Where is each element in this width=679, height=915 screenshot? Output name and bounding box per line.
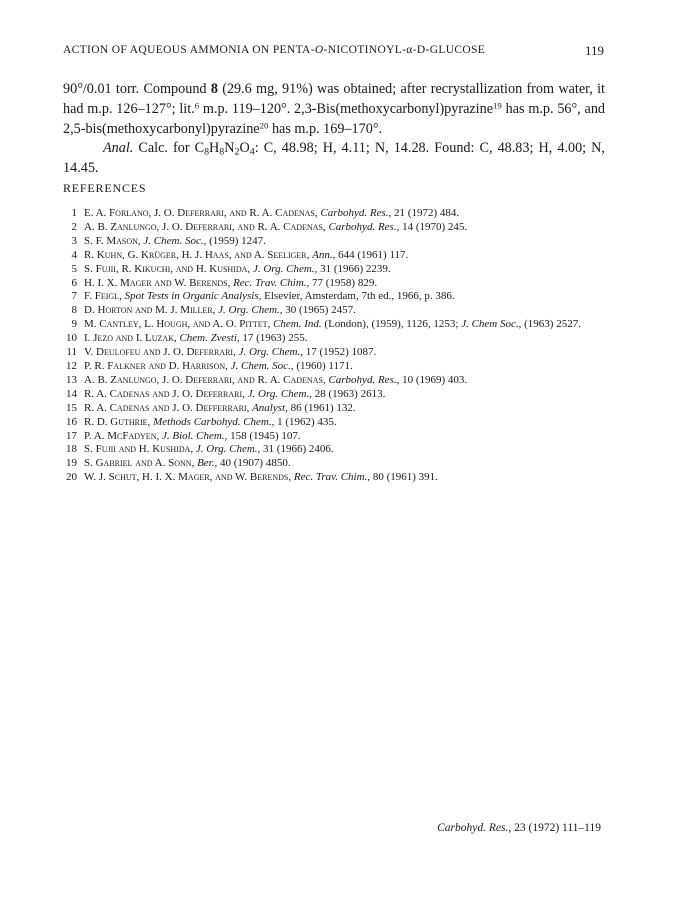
reference-authors: S. F. Mason, bbox=[84, 234, 141, 247]
reference-authors: I. Jezo and I. Luzak, bbox=[84, 332, 177, 345]
reference-authors: P. R. Falkner and D. Harrison, bbox=[84, 359, 228, 372]
reference-number: 18 bbox=[66, 443, 77, 456]
reference-item bbox=[63, 221, 608, 235]
reference-details: 31 (1966) 2406. bbox=[263, 443, 334, 456]
reference-authors: V. Deulofeu and J. O. Deferrari, bbox=[84, 346, 236, 359]
running-title-italic: O bbox=[314, 44, 324, 56]
reference-item bbox=[63, 235, 608, 249]
reference-item bbox=[63, 318, 608, 332]
reference-authors: W. J. Schut, H. I. X. Mager, and W. Berends, bbox=[84, 471, 292, 484]
page-number: 119 bbox=[584, 43, 604, 58]
reference-item bbox=[63, 332, 608, 346]
reference-number: 20 bbox=[66, 471, 77, 484]
reference-source: J. Chem. Soc., bbox=[230, 359, 294, 372]
journal-footer bbox=[437, 822, 601, 834]
reference-number: 5 bbox=[71, 262, 77, 275]
reference-source: Carbohyd. Res., bbox=[328, 373, 400, 386]
reference-item bbox=[63, 277, 608, 291]
reference-authors: M. Cantley, L. Hough, and A. O. Pittet, bbox=[84, 318, 271, 331]
footer-citation: 23 (1972) 111–119 bbox=[514, 822, 601, 834]
reference-item bbox=[63, 263, 608, 277]
reference-authors: S. Fujii, R. Kikuchi, and H. Kushida, bbox=[84, 262, 251, 275]
reference-number: 3 bbox=[71, 234, 77, 247]
reference-number: 8 bbox=[71, 304, 77, 317]
reference-authors: R. D. Guthrie, bbox=[84, 415, 151, 428]
reference-source: Ann., bbox=[312, 248, 336, 261]
reference-authors: F. Feigl, bbox=[84, 290, 122, 303]
reference-source: J. Chem Soc., bbox=[461, 318, 522, 331]
reference-details: 17 (1952) 1087. bbox=[305, 346, 377, 359]
reference-source: J. Org. Chem., bbox=[195, 443, 261, 456]
reference-source: J. Biol. Chem., bbox=[161, 429, 228, 442]
reference-number: 17 bbox=[66, 429, 77, 442]
reference-source: Chem. Ind. bbox=[273, 318, 322, 331]
reference-number: 12 bbox=[66, 359, 77, 372]
reference-details: 80 (1961) 391. bbox=[372, 471, 438, 484]
reference-item bbox=[63, 290, 608, 304]
reference-item bbox=[63, 207, 608, 221]
reference-details: 30 (1965) 2457. bbox=[285, 304, 356, 317]
reference-authors: R. Kuhn, G. Krüger, H. J. Haas, and A. Seeliger, bbox=[84, 248, 310, 261]
reference-item bbox=[63, 457, 608, 471]
running-title-part: ACTION OF AQUEOUS AMMONIA ON PENTA- bbox=[63, 44, 315, 56]
reference-source: Chem. Zvesti, bbox=[179, 332, 240, 345]
reference-source: Carbohyd. Res., bbox=[328, 220, 400, 233]
reference-source: Rec. Trav. Chim., bbox=[293, 471, 371, 484]
reference-source: Carbohyd. Res., bbox=[320, 207, 392, 219]
reference-details: Elsevier, Amsterdam, 7th ed., 1966, p. 386. bbox=[264, 290, 455, 303]
reference-number: 9 bbox=[71, 318, 77, 331]
reference-details: (1960) 1171. bbox=[296, 359, 353, 372]
reference-authors: S. Fujii and H. Kushida, bbox=[84, 443, 194, 456]
reference-details: 10 (1969) 403. bbox=[402, 373, 468, 386]
reference-source: Rec. Trav. Chim., bbox=[233, 276, 310, 289]
reference-authors: E. A. Forlano, J. O. Deferrari, and R. A. Cadenas, bbox=[84, 207, 318, 219]
reference-item bbox=[63, 388, 608, 402]
reference-number: 1 bbox=[71, 207, 77, 219]
reference-number: 6 bbox=[71, 276, 77, 289]
reference-number: 15 bbox=[66, 401, 77, 414]
reference-details: (1959) 1247. bbox=[209, 234, 266, 247]
reference-number: 19 bbox=[66, 457, 77, 470]
reference-item bbox=[63, 471, 608, 485]
reference-authors: A. B. Zanlungo, J. O. Deferrari, and R. A. Cadenas, bbox=[84, 373, 326, 386]
reference-number: 2 bbox=[71, 220, 77, 233]
reference-details: 158 (1945) 107. bbox=[230, 429, 301, 442]
reference-source: J. Org. Chem., bbox=[238, 346, 303, 359]
paragraph-experimental: 90°/0.01 torr. Compound 8 (29.6 mg, 91%) was obtained; after recrystallization from water, it had m.p. 126–127°; lit.$^6$ m.p. 119–120°. 2,3-Bis(methoxycarbonyl)pyrazine$^{19}$ has m.p. 56°, and 2,5-bis(methoxycarbonyl)pyrazine$^{20}$ has m.p. 169–170°. bbox=[63, 81, 606, 137]
reference-details: 86 (1961) 132. bbox=[290, 401, 356, 414]
citation-superscript: 6 bbox=[194, 100, 200, 111]
running-title bbox=[63, 44, 485, 56]
reference-item bbox=[63, 304, 608, 318]
reference-number: 7 bbox=[71, 290, 77, 303]
reference-source: J. Org. Chem., bbox=[218, 304, 283, 317]
reference-details: 77 (1958) 829. bbox=[312, 276, 378, 289]
reference-number: 10 bbox=[66, 332, 77, 345]
reference-source: J. Chem. Soc., bbox=[143, 234, 207, 247]
reference-number: 4 bbox=[71, 248, 77, 261]
reference-list bbox=[63, 207, 608, 485]
citation-superscript: 20 bbox=[259, 120, 269, 131]
reference-number: 16 bbox=[66, 415, 77, 428]
reference-details: 644 (1961) 117. bbox=[338, 248, 409, 261]
reference-source: Ber., bbox=[197, 457, 218, 470]
reference-details: (1963) 2527. bbox=[524, 318, 581, 331]
reference-number: 14 bbox=[66, 387, 77, 400]
reference-item bbox=[63, 416, 608, 430]
reference-item bbox=[63, 402, 608, 416]
reference-authors: R. A. Cadenas and J. O. Deferrari, bbox=[84, 387, 245, 400]
reference-item bbox=[63, 249, 608, 263]
reference-source: Methods Carbohyd. Chem., bbox=[153, 415, 275, 428]
running-header bbox=[63, 44, 604, 60]
reference-item bbox=[63, 374, 608, 388]
paragraph-analysis: Anal. Calc. for $C_8H_8N_2O_4$: C, 48.98; H, 4.11; N, 14.28. Found: C, 48.83; H, 4.00; N, 14.45. bbox=[63, 140, 605, 177]
reference-number: 13 bbox=[66, 373, 77, 386]
citation-superscript: 19 bbox=[493, 100, 502, 111]
reference-authors: R. A. Cadenas and J. O. Defferrari, bbox=[84, 401, 250, 414]
running-title-part: -NICOTINOYL-α-D-GLUCOSE bbox=[323, 44, 486, 56]
reference-authors: A. B. Zanlungo, J. O. Deferrari, and R. A. Cadenas, bbox=[84, 220, 326, 233]
reference-details: 14 (1970) 245. bbox=[402, 220, 468, 233]
reference-details: 31 (1966) 2239. bbox=[320, 262, 391, 275]
footer-journal: Carbohyd. Res., bbox=[437, 822, 512, 834]
reference-item bbox=[63, 443, 608, 457]
reference-item bbox=[63, 346, 608, 360]
references-heading: REFERENCES bbox=[63, 181, 147, 195]
reference-item bbox=[63, 430, 608, 444]
reference-source: J. Org. Chem., bbox=[247, 387, 313, 400]
reference-authors: D. Horton and M. J. Miller, bbox=[84, 304, 216, 317]
reference-details: (London), (1959), 1126, 1253; bbox=[324, 318, 459, 331]
reference-details: 40 (1907) 4850. bbox=[220, 457, 291, 470]
compound-number: 8 bbox=[210, 81, 218, 97]
reference-source: Analyst, bbox=[252, 401, 288, 414]
reference-source: J. Org. Chem., bbox=[252, 262, 318, 275]
reference-source: Spot Tests in Organic Analysis, bbox=[124, 290, 262, 303]
body-text bbox=[63, 80, 605, 179]
reference-details: 1 (1962) 435. bbox=[277, 415, 337, 428]
reference-item bbox=[63, 360, 608, 374]
reference-details: 28 (1963) 2613. bbox=[314, 387, 386, 400]
reference-authors: P. A. McFadyen, bbox=[84, 429, 160, 442]
reference-authors: H. I. X. Mager and W. Berends, bbox=[84, 276, 231, 289]
reference-authors: S. Gabriel and A. Sonn, bbox=[84, 457, 195, 470]
reference-details: 17 (1963) 255. bbox=[242, 332, 308, 345]
reference-details: 21 (1972) 484. bbox=[394, 207, 460, 219]
reference-number: 11 bbox=[66, 346, 77, 359]
